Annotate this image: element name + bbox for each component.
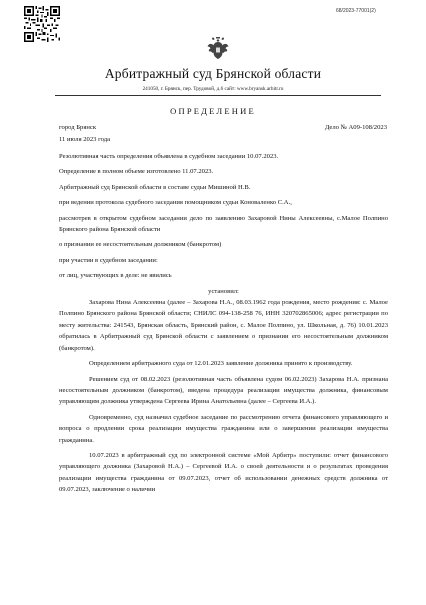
established-heading: установил: [208,287,239,295]
paragraph-3: Решением суд от 08.02.2023 (резолютивная часть объявлена судом 06.02.2023) Захарова Н.А. признана несостоятельным должником (банкротом), введена процедура реализации имущества должника, финансовым управляющим должника утверждена Сергеева Ирина Анатольевна (далее – Сергеева И.А.). [59,375,388,406]
header-divider [55,95,381,96]
document-body [59,151,388,496]
city: город Брянск [59,124,97,131]
paragraph-2: Определением арбитражного суда от 12.01.2023 заявление должника принято к производству. [89,360,353,368]
resolution-announced: Резолютивная часть определения объявлена в судебном заседании 10.07.2023. [59,153,279,160]
court-name: Арбитражный суд Брянской области [104,66,322,81]
protocol-keeper: при ведении протокола судебного заседания помощником судьи Коноваленко С.А., [59,199,292,207]
paragraph-1: Захарова Нина Алексеевна (далее – Захарова Н.А., 08.03.1962 года рождения, место рождения: с. Малое Полпино Брянского района Брянской области; СНИЛС 094-138-258 76, ИНН 320702865006; адрес регистрации по месту жительства: 241543, Брянская область, Брянский район, с. Малое Полпино, ул. Школьная, д. 76) 10.01.2023 обратилась в Арбитражный суд Брянской области с заявлением о признании его несостоятельным должником (банкротом). [59,299,388,352]
case-number: Дело № А09-108/2023 [324,124,387,131]
document-number: 68/2023-77001(2) [336,8,376,14]
paragraph-4: Одновременно, суд назначил судебное заседание по рассмотрению отчета финансового управляющего и вопроса о продлении срока реализации имущества гражданина или о завершении реализации имущества гражданина. [59,413,388,444]
participation-heading: при участии в судебном заседании: [59,256,158,264]
case-description: рассмотрев в открытом судебном заседании дело по заявлению Захаровой Нины Алексеевны, с.Малое Полпино Брянского района Брянской области [59,214,388,234]
coat-of-arms-icon [207,36,229,61]
parties-present: от лиц, участвующих в деле: не явились [59,272,172,280]
qr-code-icon [24,6,60,42]
document-title: ОПРЕДЕЛЕНИЕ [170,106,256,116]
court-address: 241050, г. Брянск, пер. Трудовой, д.6 сайт: www.bryansk.arbitr.ru [142,86,284,92]
document-date: 11 июля 2023 года [59,136,111,143]
case-subject: о признании ее несостоятельным должником (банкротом) [59,241,222,249]
full-text-date: Определение в полном объеме изготовлено 11.07.2023. [59,168,214,176]
paragraph-5: 10.07.2023 в арбитражный суд по электронной системе «Мой Арбитр» поступили: отчет финансового управляющего должника (Захаровой Н.А.) – Сергеевой И.А. о своей деятельности и о результатах проведения реализации имущества гражданина от 09.07.2023, отчет об использовании денежных средств должника от 09.07.2023, заключение о наличии [59,451,388,494]
court-composition: Арбитражный суд Брянской области в составе судьи Мишиной Н.В. [59,183,251,191]
